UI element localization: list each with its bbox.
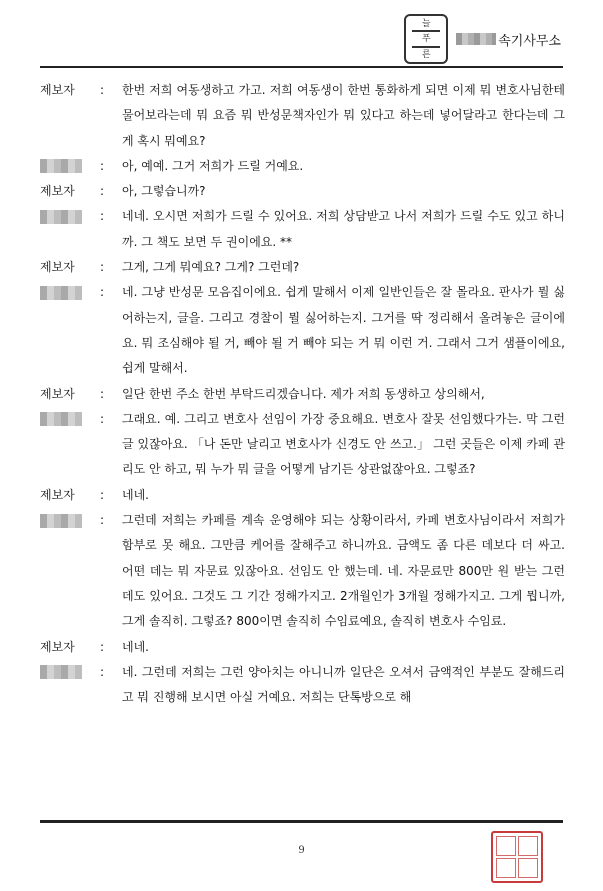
speaker-separator: : xyxy=(100,664,105,679)
speaker-separator: : xyxy=(100,285,105,300)
speaker-separator: : xyxy=(100,260,105,275)
office-name: 속기사무소 xyxy=(498,33,561,49)
speaker-separator: : xyxy=(100,83,105,97)
utterance-text: 그게, 그게 뭐예요? 그게? 그런데? xyxy=(122,260,300,275)
logo-letter: 늘 xyxy=(421,19,431,29)
speaker-separator: : xyxy=(100,487,105,502)
transcript-entry xyxy=(40,382,565,407)
speaker-separator: : xyxy=(100,209,105,224)
redacted-name-blur xyxy=(40,514,82,528)
office-logo xyxy=(404,14,448,64)
speaker-separator: : xyxy=(100,639,105,654)
redacted-speaker xyxy=(40,280,100,381)
speaker-label: 제보자 xyxy=(40,260,75,275)
redacted-name-blur xyxy=(40,412,82,426)
redacted-office-name xyxy=(456,33,496,45)
footer-rule xyxy=(40,820,563,823)
transcript-entry xyxy=(40,407,565,483)
utterance-text: 아, 그렇습니까? xyxy=(122,184,206,199)
utterance-text: 네네. 오시면 저희가 드릴 수 있어요. 저희 상담받고 나서 저희가 드릴 수도 있고 하니까. 그 책도 보면 두 권이에요. ** xyxy=(122,209,565,249)
redacted-name-blur xyxy=(40,159,82,173)
utterance-text: 네. 그냥 반성문 모음집이에요. 쉽게 말해서 이제 일반인들은 잘 몰라요. 판사가 뭘 싫어하는지, 글을. 그리고 경찰이 뭘 싫어하는지. 그거를 딱 정리해서 올려놓은 글이에요. 뭐 조심해야 될 거, 빼야 될 거 빼야 되는 거 뭐 이런 거. 그래서 그거 샘플이에요, 쉽게 말해서. xyxy=(122,285,565,376)
utterance-text: 네. 그런데 저희는 그런 양아치는 아니니까 일단은 오셔서 금액적인 부분도 잘해드리고 뭐 진행해 보시면 아실 거예요. 저희는 단톡방으로 해 xyxy=(122,664,565,705)
page-number: 9 xyxy=(298,845,305,856)
speaker-separator: : xyxy=(100,158,105,173)
utterance-text: 일단 한번 주소 한번 부탁드리겠습니다. 제가 저희 동생하고 상의해서, xyxy=(122,386,485,401)
speaker-separator: : xyxy=(100,386,105,401)
speaker-separator: : xyxy=(100,184,105,199)
redacted-speaker xyxy=(40,660,100,711)
header-rule xyxy=(40,66,563,68)
redacted-speaker xyxy=(40,508,100,634)
redacted-speaker xyxy=(40,407,100,483)
transcript-entry xyxy=(40,280,565,381)
speaker-label: 제보자 xyxy=(40,184,75,199)
logo-letter: 른 xyxy=(421,50,431,60)
transcript-entry xyxy=(40,660,565,711)
official-seal-stamp xyxy=(491,831,543,883)
redacted-speaker xyxy=(40,154,100,179)
utterance-text: 그런데 저희는 카페를 계속 운영해야 되는 상황이라서, 카페 변호사님이라서 저희가 함부로 못 해요. 그만큼 케어를 잘해주고 하니까요. 금액도 좀 다른 데보다 더 싸고. 어떤 데는 뭐 자문료 있잖아요. 선임도 안 했는데. 네. 자문료만 800만 원 받는 그런 데도 있어요. 그것도 그 기간 정해가지고. 2개월인가 3개월 정해가지고. 그게 뭡니까, 그게 솔직히. 그렇죠? 800이면 솔직히 수임료예요, 솔직히 변호사 수임료. xyxy=(122,513,565,629)
redacted-name-blur xyxy=(40,286,82,300)
speaker-label: 제보자 xyxy=(40,386,75,401)
transcript-entry xyxy=(40,179,565,204)
redacted-name-blur xyxy=(40,665,82,679)
speaker-separator: : xyxy=(100,513,105,528)
speaker-label: 제보자 xyxy=(40,83,75,97)
transcript-entry xyxy=(40,635,565,660)
transcript xyxy=(40,78,565,710)
transcript-entry xyxy=(40,204,565,255)
logo-letter: 푸 xyxy=(421,34,431,44)
utterance-text: 한번 저희 여동생하고 가고. 저희 여동생이 한번 통화하게 되면 이제 뭐 변호사님한테 물어보라는데 뭐 요즘 뭐 반성문책자인가 뭐 있다고 하는데 넣어달라고 한다는데 그게 혹시 뭐예요? xyxy=(122,83,565,148)
speaker-separator: : xyxy=(100,411,105,426)
redacted-name-blur xyxy=(40,210,82,224)
utterance-text: 아, 예예. 그거 저희가 드릴 거예요. xyxy=(122,158,304,173)
utterance-text: 네네. xyxy=(122,487,149,502)
speaker-label: 제보자 xyxy=(40,487,75,502)
transcript-entry xyxy=(40,255,565,280)
redacted-speaker xyxy=(40,204,100,255)
speaker-label: 제보자 xyxy=(40,639,75,654)
transcript-entry xyxy=(40,508,565,634)
page-header xyxy=(404,14,561,64)
transcript-entry xyxy=(40,78,565,154)
utterance-text: 그래요. 예. 그리고 변호사 선임이 가장 중요해요. 변호사 잘못 선임했다가는. 막 그런 글 있잖아요. 「나 돈만 날리고 변호사가 신경도 안 쓰고.」 그런 곳들은 이제 카페 관리도 안 하고, 뭐 누가 뭐 글을 어떻게 남기든 상관없잖아요. 그렇죠? xyxy=(122,411,565,477)
utterance-text: 네네. xyxy=(122,639,149,654)
transcript-entry xyxy=(40,154,565,179)
transcript-entry xyxy=(40,483,565,508)
